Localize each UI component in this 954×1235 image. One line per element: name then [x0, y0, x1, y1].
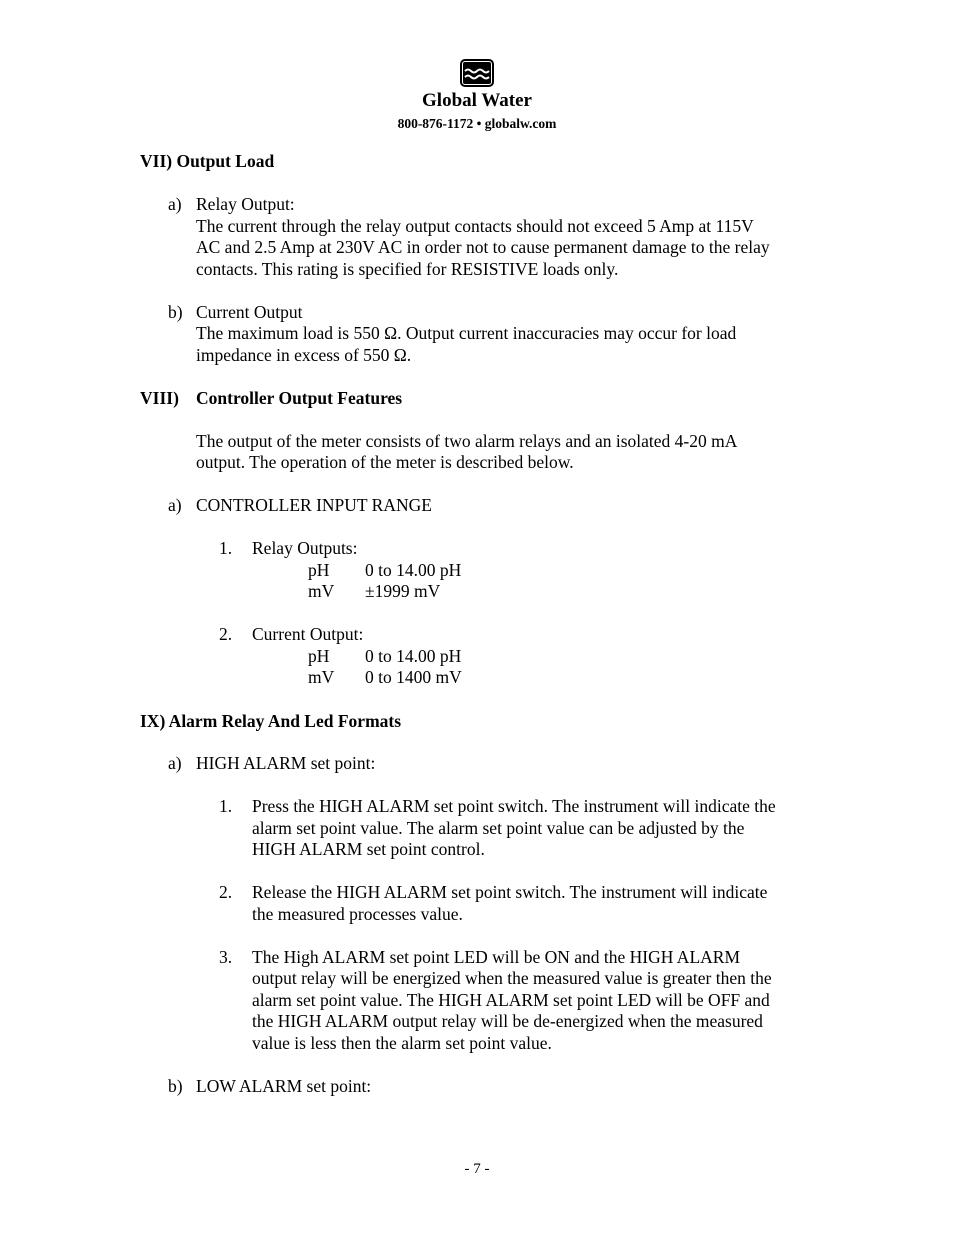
company-contact: 800-876-1172 • globalw.com: [397, 116, 557, 131]
water-waves-icon: [460, 59, 494, 87]
list-number: 2.: [219, 624, 233, 644]
list-number: 1.: [219, 538, 233, 558]
relay-output-title: Relay Output:: [196, 194, 295, 214]
section-ix-heading: IX) Alarm Relay And Led Formats: [140, 711, 402, 731]
list-marker: a): [168, 753, 182, 773]
paragraph-line: the measured processes value.: [252, 904, 463, 924]
paragraph-line: Release the HIGH ALARM set point switch. The instrument will indicate: [252, 882, 768, 902]
company-name: Global Water: [422, 90, 532, 111]
paragraph-line: contacts. This rating is specified for RESISTIVE loads only.: [196, 259, 619, 279]
list-number: 1.: [219, 796, 233, 816]
paragraph-line: alarm set point value. The HIGH ALARM set point LED will be OFF and: [252, 990, 770, 1010]
list-marker: a): [168, 194, 182, 214]
high-alarm-title: HIGH ALARM set point:: [196, 753, 376, 773]
paragraph-line: HIGH ALARM set point control.: [252, 839, 485, 859]
low-alarm-title: LOW ALARM set point:: [196, 1076, 372, 1096]
controller-input-range-title: CONTROLLER INPUT RANGE: [196, 495, 432, 515]
range-unit: mV: [308, 667, 335, 687]
paragraph-line: impedance in excess of 550 Ω.: [196, 345, 412, 365]
section-vii-heading: VII) Output Load: [140, 151, 275, 171]
current-output-title: Current Output: [196, 302, 303, 322]
range-value: ±1999 mV: [365, 581, 441, 601]
section-viii-heading: Controller Output Features: [196, 388, 403, 408]
paragraph-line: alarm set point value. The alarm set point value can be adjusted by the: [252, 818, 745, 838]
current-output-label: Current Output:: [252, 624, 364, 644]
list-number: 3.: [219, 947, 233, 967]
range-value: 0 to 1400 mV: [365, 667, 462, 687]
paragraph-line: value is less then the alarm set point value.: [252, 1033, 552, 1053]
paragraph-line: The High ALARM set point LED will be ON and the HIGH ALARM: [252, 947, 741, 967]
paragraph-line: The current through the relay output contacts should not exceed 5 Amp at 115V: [196, 216, 754, 236]
paragraph-line: The maximum load is 550 Ω. Output current inaccuracies may occur for load: [196, 323, 737, 343]
range-value: 0 to 14.00 pH: [365, 646, 462, 666]
range-unit: pH: [308, 646, 330, 666]
range-unit: pH: [308, 560, 330, 580]
paragraph-line: AC and 2.5 Amp at 230V AC in order not to cause permanent damage to the relay: [196, 237, 770, 257]
range-unit: mV: [308, 581, 335, 601]
paragraph-line: output relay will be energized when the measured value is greater then the: [252, 968, 772, 988]
range-value: 0 to 14.00 pH: [365, 560, 462, 580]
paragraph-line: Press the HIGH ALARM set point switch. The instrument will indicate the: [252, 796, 776, 816]
list-marker: b): [168, 1076, 183, 1096]
paragraph-line: output. The operation of the meter is described below.: [196, 452, 574, 472]
list-marker: b): [168, 302, 183, 322]
list-number: 2.: [219, 882, 233, 902]
page-number: - 7 -: [464, 1161, 490, 1177]
list-marker: a): [168, 495, 182, 515]
paragraph-line: The output of the meter consists of two alarm relays and an isolated 4-20 mA: [196, 431, 738, 451]
section-viii-number: VIII): [140, 388, 179, 408]
paragraph-line: the HIGH ALARM output relay will be de-energized when the measured: [252, 1011, 763, 1031]
relay-outputs-label: Relay Outputs:: [252, 538, 358, 558]
